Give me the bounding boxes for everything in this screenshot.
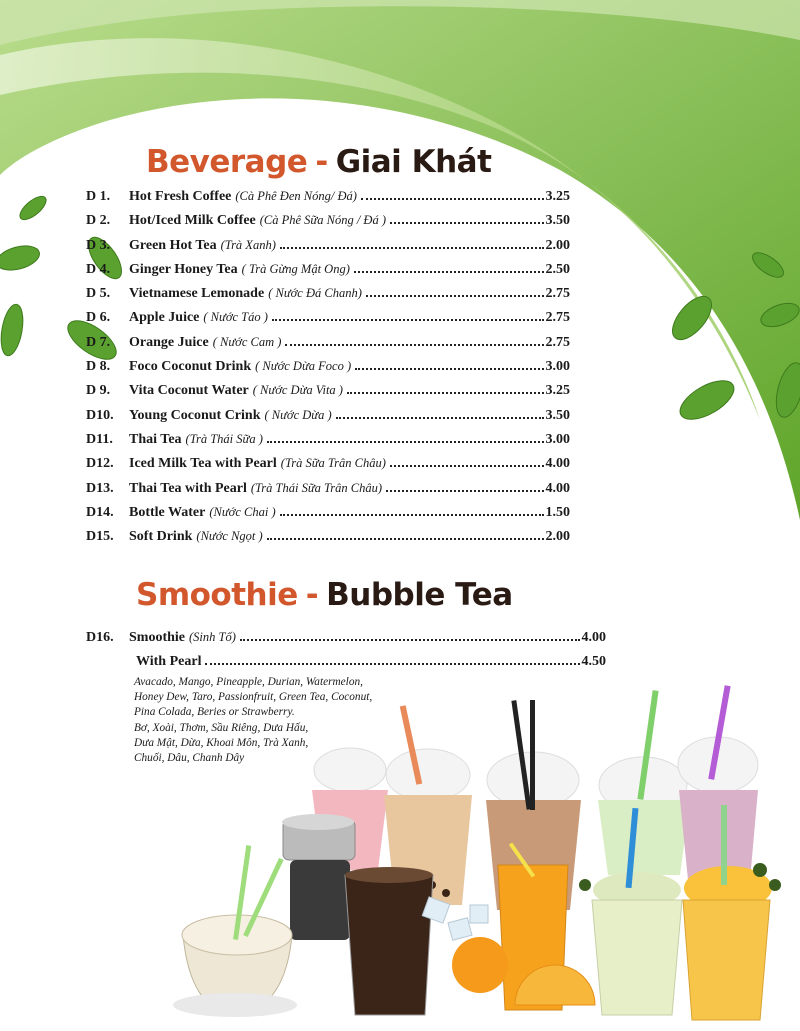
item-name: Foco Coconut Drink xyxy=(129,359,252,375)
item-price: 1.50 xyxy=(545,504,570,520)
item-name: Iced Milk Tea with Pearl xyxy=(129,456,277,472)
item-name: Green Hot Tea xyxy=(129,237,217,253)
item-name: Thai Tea xyxy=(129,431,182,447)
item-name: Ginger Honey Tea xyxy=(129,261,238,277)
beverage-title-dash: - xyxy=(315,144,328,180)
item-code: D 4. xyxy=(86,261,111,277)
item-price: 3.50 xyxy=(545,407,570,423)
item-name: Hot/Iced Milk Coffee xyxy=(129,213,256,229)
dot-leader xyxy=(354,271,544,273)
item-price: 3.00 xyxy=(545,359,570,375)
dot-leader xyxy=(280,514,544,516)
smoothie-flavors-list xyxy=(134,675,434,766)
item-viet-name: (Trà Sữa Trân Châu) xyxy=(280,456,386,471)
item-price: 2.75 xyxy=(545,310,570,326)
item-price: 4.50 xyxy=(581,654,606,669)
beverage-menu-list xyxy=(86,189,570,553)
item-name: Smoothie xyxy=(129,630,185,645)
menu-item xyxy=(86,310,570,334)
flavor-line: Chuối, Dâu, Chanh Dây xyxy=(134,752,245,765)
item-code: D 2. xyxy=(86,213,111,229)
item-code: D14. xyxy=(86,504,114,520)
dot-leader xyxy=(390,222,543,224)
item-price: 3.50 xyxy=(545,213,570,229)
item-name: Thai Tea with Pearl xyxy=(129,480,247,496)
item-price: 3.25 xyxy=(545,189,570,204)
item-viet-name: (Sinh Tố) xyxy=(189,630,236,644)
dot-leader xyxy=(361,198,544,200)
item-price: 4.00 xyxy=(545,480,570,496)
item-price: 4.00 xyxy=(581,630,606,645)
flavor-line: Dưa Mật, Dừa, Khoai Môn, Trà Xanh, xyxy=(134,736,309,749)
dot-leader xyxy=(355,368,543,370)
flavor-line: Pina Colada, Beries or Strawberry. xyxy=(134,706,295,719)
item-name: Apple Juice xyxy=(129,310,200,326)
item-price: 2.75 xyxy=(545,334,570,350)
item-price: 3.00 xyxy=(545,431,570,447)
menu-item xyxy=(86,408,570,432)
menu-item xyxy=(86,432,570,456)
dot-leader xyxy=(390,465,544,467)
menu-item xyxy=(86,481,570,505)
item-code: D 8. xyxy=(86,359,111,375)
smoothie-title-main: Smoothie xyxy=(136,577,298,613)
item-viet-name: (Nước Chai ) xyxy=(209,504,276,519)
smoothie-title-dash: - xyxy=(305,577,319,613)
beverage-title xyxy=(146,144,491,180)
item-viet-name: ( Nước Dừa ) xyxy=(264,407,332,422)
item-code: D15. xyxy=(86,529,114,545)
beverage-title-sub: Giai Khát xyxy=(335,144,492,180)
dot-leader xyxy=(366,295,544,297)
item-price: 2.75 xyxy=(545,286,570,302)
item-price: 2.50 xyxy=(545,261,570,277)
item-code: D10. xyxy=(86,407,114,423)
menu-item xyxy=(86,505,570,529)
item-viet-name: (Trà Xanh) xyxy=(220,237,276,252)
item-viet-name: ( Nước Dừa Vita ) xyxy=(252,383,343,398)
menu-item xyxy=(86,262,570,286)
item-code: D 6. xyxy=(86,310,111,326)
menu-item xyxy=(86,335,570,359)
beverage-title-main: Beverage xyxy=(146,144,308,180)
item-price: 2.00 xyxy=(545,237,570,253)
item-name: Orange Juice xyxy=(129,334,209,350)
flavor-line: Avacado, Mango, Pineapple, Durian, Watermelon, xyxy=(134,676,363,688)
item-name: Vietnamese Lemonade xyxy=(129,286,265,302)
item-viet-name: (Trà Thái Sữa Trân Châu) xyxy=(250,480,383,495)
item-viet-name: ( Nước Đá Chanh) xyxy=(268,286,362,301)
menu-item xyxy=(86,359,570,383)
dot-leader xyxy=(285,344,543,346)
item-code: D13. xyxy=(86,480,114,496)
item-viet-name: ( Nước Dừa Foco ) xyxy=(255,359,352,374)
menu-item xyxy=(86,529,570,553)
menu-item xyxy=(86,630,606,654)
item-price: 3.25 xyxy=(545,383,570,399)
dot-leader xyxy=(205,663,579,665)
dot-leader xyxy=(267,538,544,540)
dot-leader xyxy=(347,392,544,394)
item-name: With Pearl xyxy=(136,654,202,669)
item-viet-name: (Trà Thái Sữa ) xyxy=(185,431,263,446)
dot-leader xyxy=(267,441,544,443)
menu-item xyxy=(86,213,570,237)
item-code: D16. xyxy=(86,630,114,645)
flavor-line: Bơ, Xoài, Thơm, Sầu Riêng, Dưa Hấu, xyxy=(134,721,309,734)
item-viet-name: ( Nước Cam ) xyxy=(212,334,282,349)
smoothie-title-sub: Bubble Tea xyxy=(326,577,513,613)
menu-item xyxy=(86,456,570,480)
item-code: D 1. xyxy=(86,189,111,204)
item-viet-name: (Nước Ngọt ) xyxy=(196,529,263,544)
dot-leader xyxy=(272,319,544,321)
item-code: D12. xyxy=(86,456,114,472)
item-name: Young Coconut Crink xyxy=(129,407,261,423)
item-price: 4.00 xyxy=(545,456,570,472)
dot-leader xyxy=(280,247,544,249)
menu-item xyxy=(86,189,570,213)
item-name: Soft Drink xyxy=(129,529,193,545)
dot-leader xyxy=(336,417,544,419)
item-code: D 7. xyxy=(86,334,111,350)
smoothie-menu-list xyxy=(86,630,606,678)
item-viet-name: (Cà Phê Đen Nóng/ Đá) xyxy=(235,189,357,203)
item-code: D 3. xyxy=(86,237,111,253)
item-viet-name: ( Nước Táo ) xyxy=(203,310,268,325)
item-code: D 5. xyxy=(86,286,111,302)
item-viet-name: ( Trà Gừng Mật Ong) xyxy=(241,261,350,276)
smoothie-title xyxy=(136,577,513,613)
flavor-line: Honey Dew, Taro, Passionfruit, Green Tea, Coconut, xyxy=(134,691,373,704)
dot-leader xyxy=(386,490,543,492)
item-viet-name: (Cà Phê Sữa Nóng / Đá ) xyxy=(259,213,387,228)
item-code: D11. xyxy=(86,431,113,447)
item-code: D 9. xyxy=(86,383,111,399)
item-name: Bottle Water xyxy=(129,504,206,520)
item-name: Hot Fresh Coffee xyxy=(129,189,232,204)
menu-item xyxy=(86,238,570,262)
dot-leader xyxy=(240,639,580,641)
item-name: Vita Coconut Water xyxy=(129,383,249,399)
menu-item xyxy=(86,383,570,407)
menu-item xyxy=(86,286,570,310)
item-price: 2.00 xyxy=(545,529,570,545)
